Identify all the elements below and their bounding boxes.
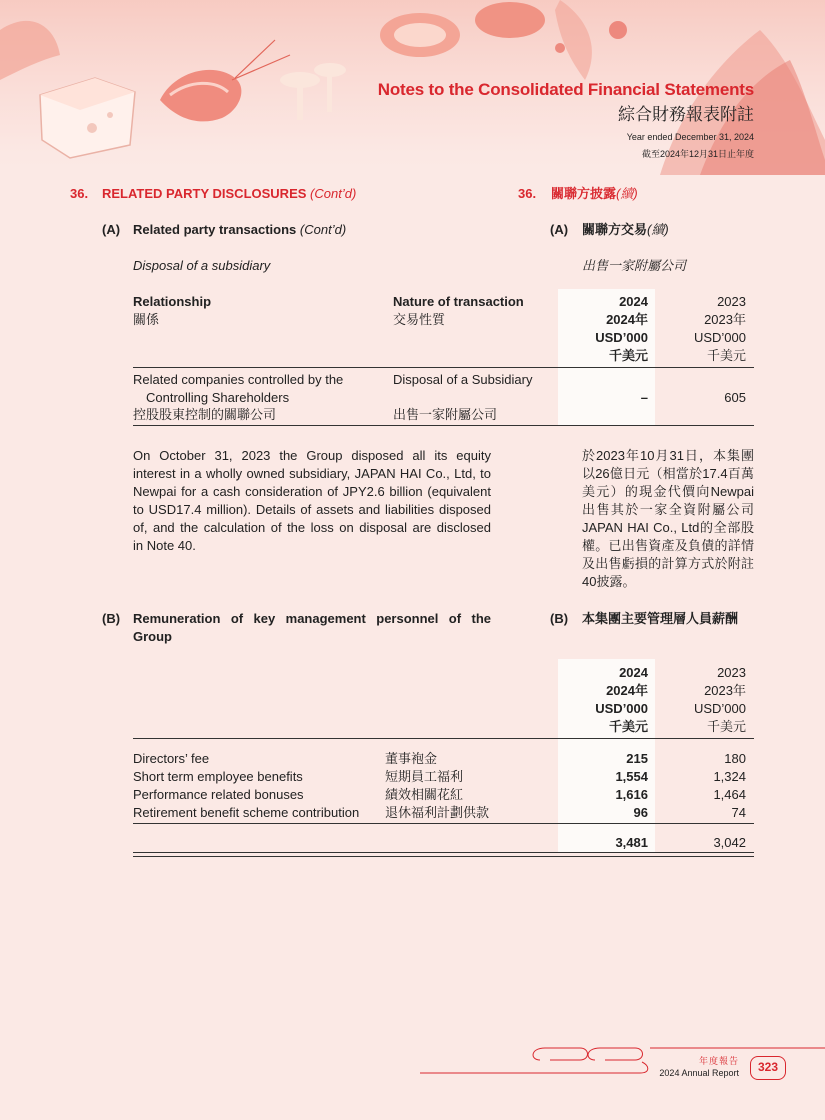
- part-a-label-zh: (A): [550, 222, 569, 237]
- col-2024-unit-zh: 千美元: [608, 348, 648, 363]
- disposal-paragraph-zh: [582, 447, 754, 591]
- part-a-contd-zh: (續): [647, 222, 669, 237]
- b-col-2023-year: 2023: [717, 665, 746, 680]
- b-col-2024-unit: USD’000: [595, 701, 648, 716]
- part-b-label-zh: (B): [550, 611, 569, 626]
- table-row-label: Performance related bonuses: [133, 787, 304, 802]
- row-relationship-zh: 控股股東控制的關聯公司: [133, 407, 277, 422]
- para-line-zh: 40披露。: [582, 574, 636, 589]
- footer-report-zh: 年度報告: [698, 1056, 739, 1066]
- para-line: of, and the calculation of the loss on disposal are disclosed: [133, 520, 491, 535]
- part-a-title-zh: 關聯方交易: [582, 222, 648, 237]
- b-col-2024-year: 2024: [619, 665, 648, 680]
- part-b-title-zh: 本集團主要管理層人員薪酬: [582, 611, 739, 626]
- col-relationship: Relationship: [133, 294, 212, 309]
- table-row-label-zh: 短期員工福利: [385, 769, 464, 784]
- table-row-2023: 1,324: [713, 769, 746, 784]
- b-col-2024-year-zh: 2024年: [606, 683, 648, 698]
- col-2024-year: 2024: [619, 294, 648, 309]
- table-row-2024: 1,554: [615, 769, 648, 784]
- period-label-zh: 截至2024年12月31日止年度: [641, 149, 754, 159]
- col-nature: Nature of transaction: [393, 294, 524, 309]
- part-a-subtitle-zh: 出售一家附屬公司: [582, 258, 687, 273]
- part-b-label: (B): [102, 611, 121, 626]
- table-b-total-double-rule: [133, 852, 754, 857]
- part-a-title: Related party transactions: [133, 222, 297, 237]
- disposal-paragraph: [133, 447, 491, 555]
- table-row-label-zh: 退休福利計劃供款: [385, 805, 490, 820]
- table-b-header-rule: [133, 738, 754, 739]
- col-2023-unit: USD’000: [693, 330, 746, 345]
- table-row-label: Directors’ fee: [133, 751, 210, 766]
- row-relationship-1: Related companies controlled by the: [133, 372, 344, 387]
- table-row-2024: 1,616: [615, 787, 648, 802]
- para-line: interest in a wholly owned subsidiary, JAPAN HAI Co., Ltd, to: [133, 466, 491, 481]
- section-contd: (Cont’d): [310, 186, 357, 201]
- para-line-zh: 出售其於一家全資附屬公司: [582, 502, 754, 517]
- col-2023-unit-zh: 千美元: [706, 348, 746, 363]
- col-2024-unit: USD’000: [595, 330, 648, 345]
- section-title-zh: 關聯方披露: [551, 186, 617, 201]
- total-2023: 3,042: [713, 835, 746, 850]
- table-row-2023: 180: [724, 751, 746, 766]
- table-row-label-zh: 董事袍金: [385, 751, 438, 766]
- footer-report-en: 2024 Annual Report: [659, 1068, 739, 1078]
- col-2023-year-zh: 2023年: [704, 312, 746, 327]
- part-b-title-2: Group: [133, 629, 172, 644]
- section-title: RELATED PARTY DISCLOSURES: [102, 186, 307, 201]
- part-a-heading-zh: [582, 221, 669, 239]
- para-line-zh: 及出售虧損的計算方式於附註: [582, 556, 754, 571]
- table-row-label-zh: 績效相關花紅: [385, 787, 464, 802]
- row-nature: Disposal of a Subsidiary: [393, 372, 533, 387]
- table-row-label: Short term employee benefits: [133, 769, 303, 784]
- para-line-zh: 美元）的現金代價向Newpai: [582, 484, 754, 499]
- b-col-2023-unit-zh: 千美元: [706, 719, 746, 734]
- table-row-2024: 215: [626, 751, 648, 766]
- page-title: Notes to the Consolidated Financial Statements: [377, 80, 754, 99]
- section-heading: [102, 185, 356, 203]
- col-relationship-zh: 關係: [133, 312, 160, 327]
- section-number-zh: 36.: [518, 186, 537, 201]
- section-number: 36.: [70, 186, 89, 201]
- period-label: Year ended December 31, 2024: [626, 132, 754, 142]
- b-col-2023-unit: USD’000: [693, 701, 746, 716]
- table-b-subtotal-rule: [133, 823, 754, 824]
- table-row-label: Retirement benefit scheme contribution: [133, 805, 360, 820]
- para-line-zh: 權。已出售資產及負債的詳情: [582, 538, 754, 553]
- col-nature-zh: 交易性質: [393, 312, 446, 327]
- section-heading-zh: [551, 185, 638, 203]
- para-line: to USD17.4 million). Details of assets and liabilities disposed: [133, 502, 491, 517]
- page-title-zh: 綜合財務報表附註: [618, 105, 754, 124]
- part-b-title-1: Remuneration of key management personnel of the: [133, 611, 491, 626]
- part-a-label: (A): [102, 222, 121, 237]
- col-2024-year-zh: 2024年: [606, 312, 648, 327]
- para-line-zh: JAPAN HAI Co., Ltd的全部股: [582, 520, 754, 535]
- row-value-2023: 605: [724, 390, 746, 405]
- para-line-zh: 以26億日元（相當於17.4百萬: [582, 466, 754, 481]
- part-a-heading: [133, 221, 346, 239]
- page-number: 323: [750, 1056, 786, 1080]
- table-row-2024: 96: [633, 805, 648, 820]
- para-line: in Note 40.: [133, 538, 196, 553]
- row-value-2024: –: [640, 390, 648, 405]
- b-col-2024-unit-zh: 千美元: [608, 719, 648, 734]
- total-2024: 3,481: [615, 835, 648, 850]
- table-a-header-rule: [133, 367, 754, 368]
- row-relationship-2: Controlling Shareholders: [146, 390, 290, 405]
- part-a-subtitle: Disposal of a subsidiary: [133, 258, 271, 273]
- section-contd-zh: (續): [616, 186, 638, 201]
- table-a-bottom-rule: [133, 425, 754, 426]
- b-col-2023-year-zh: 2023年: [704, 683, 746, 698]
- para-line: Newpai for a cash consideration of JPY2.6 billion (equivalent: [133, 484, 491, 499]
- para-line-zh: 於2023年10月31日，本集團: [582, 448, 754, 463]
- col-2023-year: 2023: [717, 294, 746, 309]
- part-a-contd: (Cont’d): [299, 222, 347, 237]
- para-line: On October 31, 2023 the Group disposed all its equity: [133, 448, 491, 463]
- table-row-2023: 1,464: [713, 787, 746, 802]
- table-row-2023: 74: [731, 805, 746, 820]
- row-nature-zh: 出售一家附屬公司: [393, 407, 498, 422]
